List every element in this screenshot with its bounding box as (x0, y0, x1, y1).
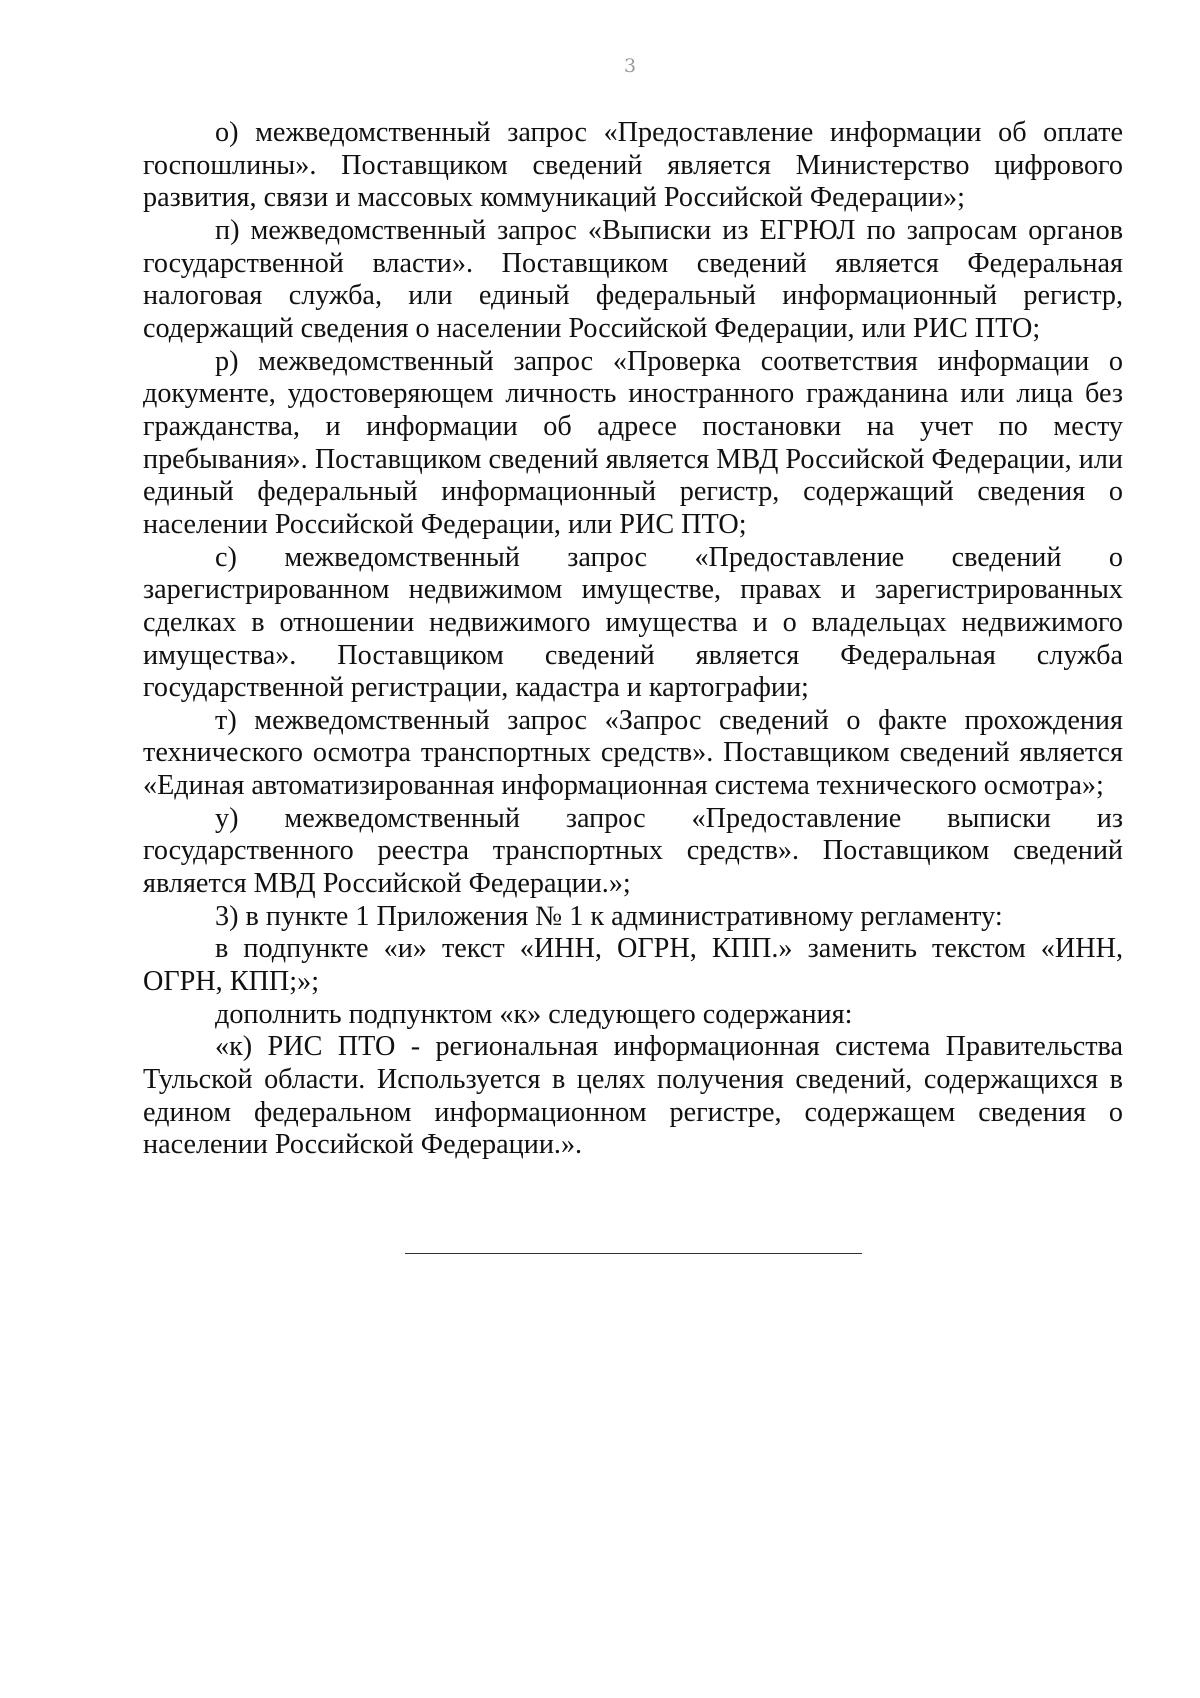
paragraph-item-3: 3) в пункте 1 Приложения № 1 к административному регламенту: (215, 900, 1003, 932)
paragraph-o: о) межведомственный запрос «Предоставление информации об оплате госпошлины». Поставщиком сведений является Министерство цифрового развития, связи и массовых коммуникаций Российской Федерации»; (143, 117, 1123, 214)
end-divider (405, 1253, 862, 1254)
paragraph-t: т) межведомственный запрос «Запрос сведений о факте прохождения технического осмотра транспортных средств». Поставщиком сведений является «Единая автоматизированная информационная система технического осмотра»; (143, 704, 1123, 802)
paragraph-s: с) межведомственный запрос «Предоставление сведений о зарегистрированном недвижимом имуществе, правах и зарегистрированных сделках в отношении недвижимого имущества и о владельцах недвижимого имущества». Поставщиком сведений является Федеральная служба государственной регистрации, кадастра и картографии; (143, 541, 1123, 704)
paragraph-p: п) межведомственный запрос «Выписки из ЕГРЮЛ по запросам органов государственной власти». Поставщиком сведений является Федеральная налоговая служба, или единый федеральный информационный регистр, содержащий сведения о населении Российской Федерации, или РИС ПТО; (143, 214, 1123, 344)
paragraph-subitem-i: в подпункте «и» текст «ИНН, ОГРН, КПП.» заменить текстом «ИНН, ОГРН, КПП;»; (143, 933, 1123, 998)
document-body (143, 117, 1123, 1162)
paragraph-k-definition: «к) РИС ПТО - региональная информационная система Правительства Тульской области. Используется в целях получения сведений, содержащихся в едином федеральном информационном регистре, содержащем сведения о населении Российской Федерации.». (143, 1031, 1123, 1161)
paragraph-u: у) межведомственный запрос «Предоставление выписки из государственного реестра транспортных средств». Поставщиком сведений является МВД Российской Федерации.»; (143, 802, 1123, 900)
paragraph-r: р) межведомственный запрос «Проверка соответствия информации о документе, удостоверяющем личность иностранного гражданина или лица без гражданства, и информации об адресе постановки на учет по месту пребывания». Поставщиком сведений является МВД Российской Федерации, или единый федеральный информационный регистр, содержащий сведения о населении Российской Федерации, или РИС ПТО; (143, 345, 1123, 540)
paragraph-add-subitem: дополнить подпунктом «к» следующего содержания: (215, 998, 853, 1030)
page-number: 3 (623, 55, 637, 77)
